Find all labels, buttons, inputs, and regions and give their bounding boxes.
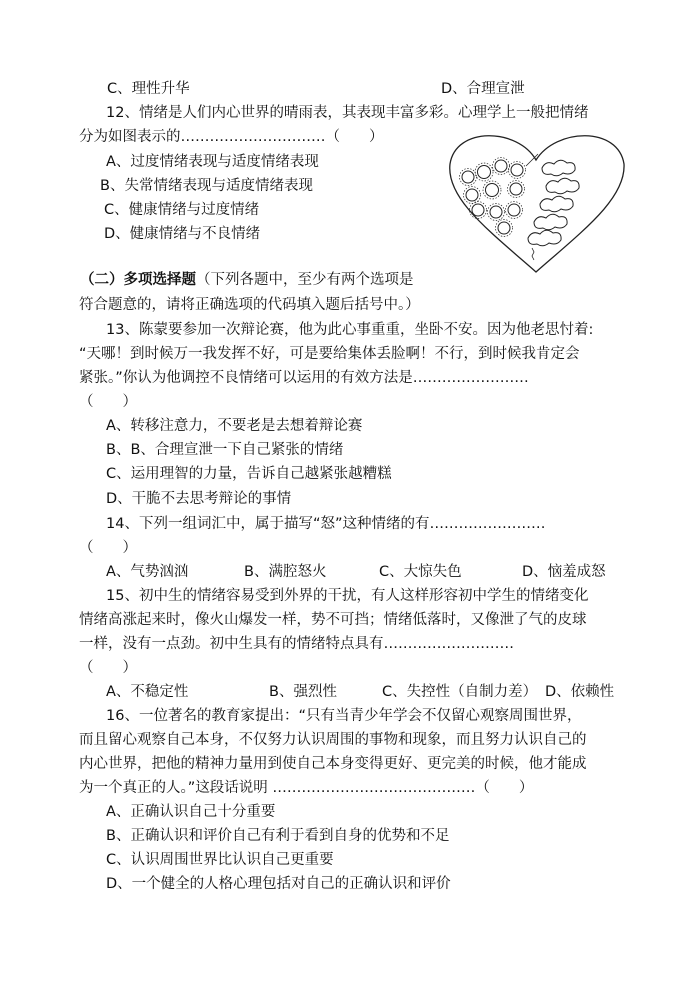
q15-stem-line3: 一样，没有一点劲。初中生具有的情绪特点具有……………………… — [79, 636, 514, 652]
q15-option-a: A、不稳定性 — [106, 684, 189, 700]
q16-option-c: C、认识周围世界比认识自己更重要 — [106, 852, 334, 868]
q13-stem-line1: 13、陈蒙要参加一次辩论赛，他为此心事重重，坐卧不安。因为他老思忖着: — [106, 322, 594, 338]
q16-stem-line1: 16、一位著名的教育家提出：“只有当青少年学会不仅留心观察周围世界， — [106, 708, 582, 724]
q16-option-d: D、一个健全的人格心理包括对自己的正确认识和评价 — [106, 876, 451, 892]
q14-option-b: B、满腔怒火 — [244, 564, 327, 580]
q14-option-a: A、气势汹汹 — [106, 564, 189, 580]
q13-option-c: C、运用理智的力量，告诉自己越紧张越糟糕 — [106, 466, 392, 482]
q11-option-c: C、理性升华 — [107, 81, 190, 97]
section2-heading — [80, 270, 414, 290]
section2-desc-line1: （下列各题中，至少有两个选项是 — [196, 272, 414, 288]
section2-title: （二）多项选择题 — [80, 272, 196, 288]
q12-stem-line1: 12、情绪是人们内心世界的晴雨表，其表现丰富多彩。心理学上一般把情绪 — [106, 105, 589, 121]
q12-option-c: C、健康情绪与过度情绪 — [104, 202, 260, 218]
q13-answer-paren: （ ） — [79, 394, 137, 410]
q15-stem-line2: 情绪高涨起来时，像火山爆发一样，势不可挡；情绪低落时，又像泄了气的皮球 — [79, 612, 587, 628]
q12-stem-line2: 分为如图表示的…………………………（ ） — [79, 129, 384, 145]
section2-desc-line2: 符合题意的，请将正确选项的代码填入题后括号中。） — [79, 297, 420, 313]
q15-option-b: B、强烈性 — [269, 684, 337, 700]
q13-stem-line3: 紧张。”你认为他调控不良情绪可以运用的有效方法是…………………… — [79, 370, 529, 386]
q14-answer-paren: （ ） — [79, 540, 137, 556]
q15-stem-line1: 15、初中生的情绪容易受到外界的干扰，有人这样形容初中学生的情绪变化 — [106, 588, 589, 604]
q14-option-d: D、恼羞成怒 — [522, 564, 606, 580]
q15-answer-paren: （ ） — [79, 660, 137, 676]
q13-option-b: B、B、合理宣泄一下自己紧张的情绪 — [106, 442, 344, 458]
q13-stem-line2: “天哪！到时候万一我发挥不好，可是要给集体丢脸啊！不行，到时候我肯定会 — [79, 346, 580, 362]
q13-option-d: D、干脆不去思考辩论的事情 — [106, 491, 292, 507]
q16-stem-line2: 而且留心观察自己本身，不仅努力认识周围的事物和现象，而且努力认识自己的 — [79, 732, 587, 748]
q11-option-d: D、合理宣泄 — [441, 81, 525, 97]
emotion-heart-diagram — [446, 126, 628, 276]
q16-option-b: B、正确认识和评价自己有利于看到自身的优势和不足 — [106, 828, 450, 844]
q16-stem-line3: 内心世界，把他的精神力量用到使自己本身变得更好、更完美的时候，他才能成 — [79, 756, 587, 772]
q12-option-a: A、过度情绪表现与适度情绪表现 — [106, 154, 319, 170]
q12-option-b: B、失常情绪表现与适度情绪表现 — [100, 178, 313, 194]
q14-stem-line1: 14、下列一组词汇中，属于描写“怒”这种情绪的有…………………… — [106, 516, 546, 532]
q14-option-c: C、大惊失色 — [379, 564, 462, 580]
q12-option-d: D、健康情绪与不良情绪 — [104, 226, 261, 242]
q16-option-a: A、正确认识自己十分重要 — [106, 804, 276, 820]
q13-option-a: A、转移注意力，不要老是去想着辩论赛 — [106, 418, 363, 434]
q15-option-d: D、依赖性 — [545, 684, 615, 700]
q15-option-c: C、失控性（自制力差） — [382, 684, 538, 700]
q16-stem-line4: 为一个真正的人。”这段话说明 ……………………………………（ ） — [79, 780, 534, 796]
